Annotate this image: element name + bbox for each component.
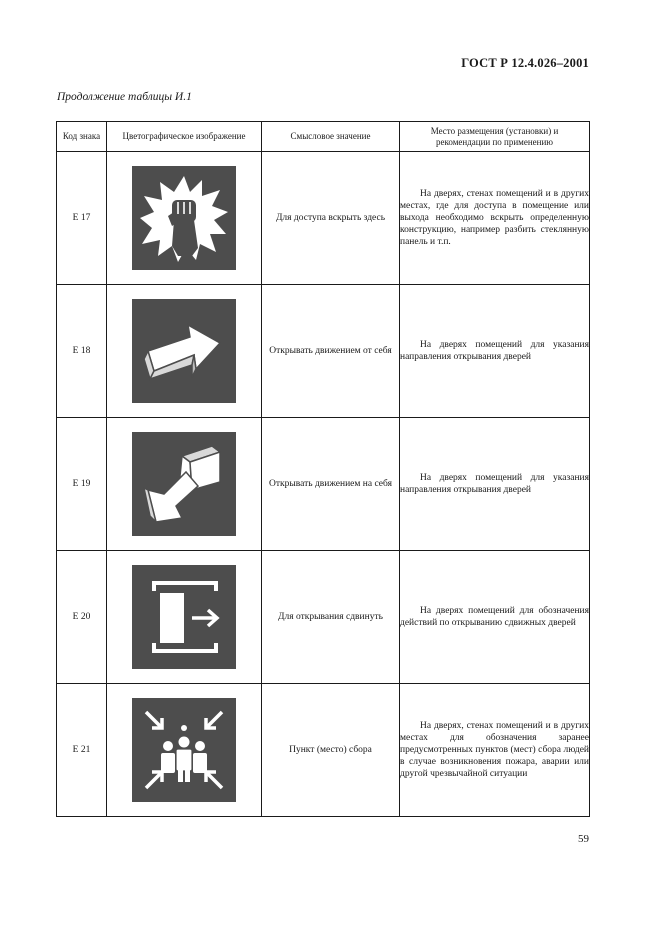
standard-number: ГОСТ Р 12.4.026–2001 xyxy=(461,56,589,70)
sign-code: E 20 xyxy=(57,551,107,684)
table-row xyxy=(57,285,590,418)
break-glass-fist-icon xyxy=(132,166,236,270)
table-row xyxy=(57,551,590,684)
sign-code: E 18 xyxy=(57,285,107,418)
sign-meaning: Открывать движением на себя xyxy=(262,418,400,551)
sign-meaning: Пункт (место) сбора xyxy=(262,684,400,817)
sign-code: E 19 xyxy=(57,418,107,551)
sign-image-cell xyxy=(107,551,262,684)
sign-code: E 17 xyxy=(57,152,107,285)
sign-image-cell xyxy=(107,285,262,418)
table-row xyxy=(57,684,590,817)
placement-text: На дверях, стенах помещений и в других местах для обозначения заранее предусмотренных пунктов (мест) сбора людей в случае возникновения пожара, аварии или другой чрезвычайной ситуации xyxy=(400,721,589,779)
header-place: Место размещения (установки) и рекомендации по применению xyxy=(400,122,590,152)
sign-placement xyxy=(400,152,590,285)
header-image: Цветографическое изображение xyxy=(107,122,262,152)
table-row xyxy=(57,152,590,285)
placement-text: На дверях помещений для указания направления открывания дверей xyxy=(400,340,589,362)
sign-image-cell xyxy=(107,152,262,285)
push-arrow-icon xyxy=(132,299,236,403)
sign-placement xyxy=(400,684,590,817)
sign-meaning: Для доступа вскрыть здесь xyxy=(262,152,400,285)
header-code: Код знака xyxy=(57,122,107,152)
sign-image-cell xyxy=(107,684,262,817)
table-row xyxy=(57,418,590,551)
sign-placement xyxy=(400,285,590,418)
placement-text: На дверях помещений для указания направления открывания дверей xyxy=(400,473,589,495)
header-meaning: Смысловое значение xyxy=(262,122,400,152)
signs-table xyxy=(56,121,590,817)
sign-meaning: Открывать движением от себя xyxy=(262,285,400,418)
sign-placement xyxy=(400,418,590,551)
table-caption: Продолжение таблицы И.1 xyxy=(57,91,192,103)
table-header-row xyxy=(57,122,590,152)
sliding-door-icon xyxy=(132,565,236,669)
assembly-point-icon xyxy=(132,698,236,802)
sign-meaning: Для открывания сдвинуть xyxy=(262,551,400,684)
placement-text: На дверях помещений для обозначения действий по открыванию сдвижных дверей xyxy=(400,606,589,628)
placement-text: На дверях, стенах помещений и в других местах, где для доступа в помещение или выхода необходимо вскрыть определенную конструкцию, например разбить стеклянную панель и т.п. xyxy=(400,189,589,247)
sign-code: E 21 xyxy=(57,684,107,817)
pull-arrow-icon xyxy=(132,432,236,536)
page-number: 59 xyxy=(578,833,589,845)
sign-placement xyxy=(400,551,590,684)
sign-image-cell xyxy=(107,418,262,551)
